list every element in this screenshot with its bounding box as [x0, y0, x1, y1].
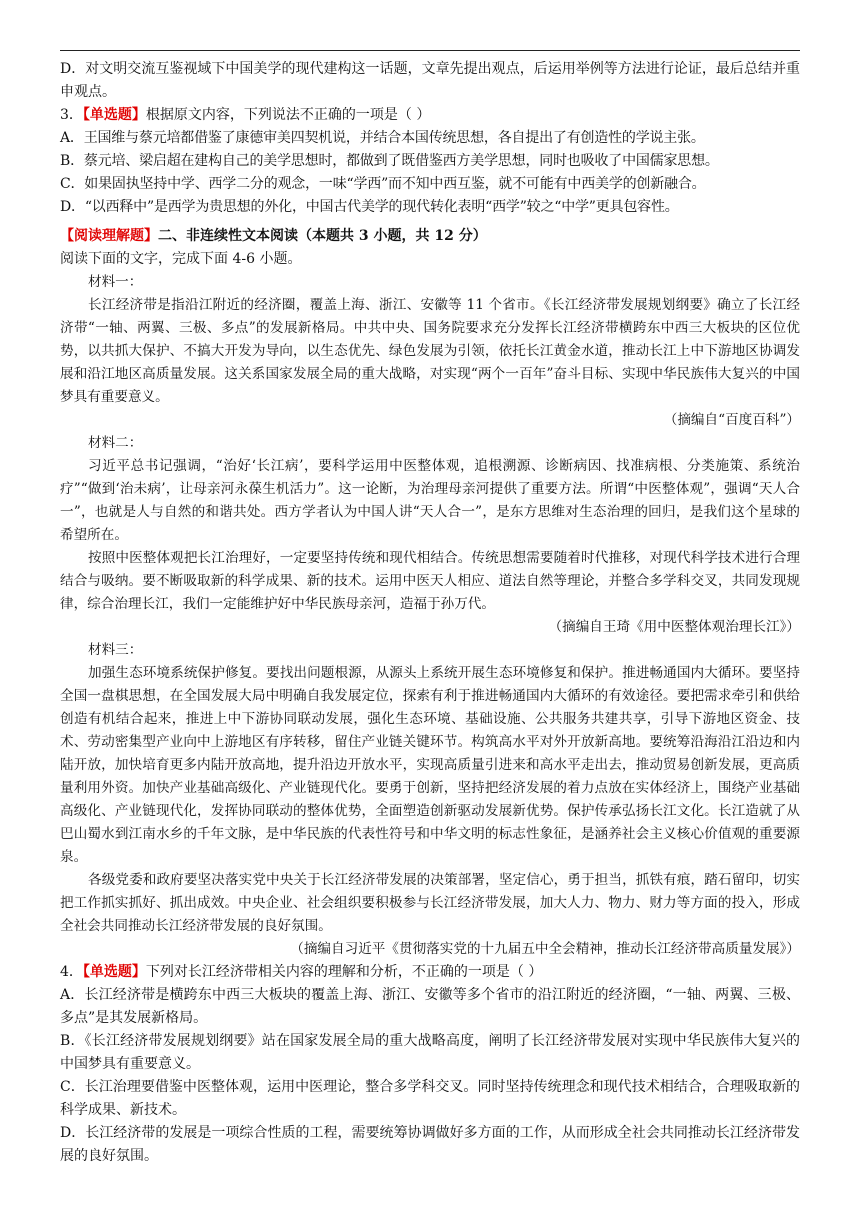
- material2-paragraph-2: 按照中医整体观把长江治理好，一定要坚持传统和现代相结合。传统思想需要随着时代推移，对现代科学技术进行合理结合与吸纳。要不断吸取新的科学成果、新的技术。运用中医天人相应、道法自然等理论，并整合多学科交叉，共同发现规律，综合治理长江，我们一定能维护好中华民族母亲河，造福于孙万代。: [60, 550, 800, 612]
- q4-number: 4．: [60, 964, 83, 980]
- material1-label: 材料一：: [88, 274, 143, 290]
- section2-title: 二、非连续性文本阅读（本题共 3 小题，共 12 分）: [158, 228, 487, 244]
- material1-source: （摘编自“百度百科”）: [663, 412, 800, 428]
- q3-option-a: A．王国维与蔡元培都借鉴了康德审美四契机说，并结合本国传统思想，各自提出了有创造性的学说主张。: [60, 130, 705, 146]
- q3-option-b: B．蔡元培、梁启超在建构自己的美学思想时，都做到了既借鉴西方美学思想，同时也吸收了中国儒家思想。: [60, 153, 719, 169]
- q3-stem: 根据原文内容，下列说法不正确的一项是（ ）: [145, 107, 431, 123]
- q4-tag: 【单选题】: [82, 964, 146, 980]
- q4-stem: 下列对长江经济带相关内容的理解和分析，不正确的一项是（ ）: [145, 964, 543, 980]
- q4-option-a: A．长江经济带是横跨东中西三大板块的覆盖上海、浙江、安徽等多个省市的沿江附近的经济圈，“一轴、两翼、三极、多点”是其发展新格局。: [60, 987, 800, 1026]
- q4-option-c: C．长江治理要借鉴中医整体观，运用中医理论，整合多学科交叉。同时坚持传统理念和现代技术相结合，合理吸取新的科学成果、新技术。: [60, 1079, 800, 1118]
- q3-stem-line: [60, 104, 800, 127]
- q4-stem-line: [60, 961, 800, 984]
- material3-paragraph-1: 加强生态环境系统保护修复。要找出问题根源，从源头上系统开展生态环境修复和保护。推进畅通国内大循环。要坚持全国一盘棋思想，在全国发展大局中明确自我发展定位，探索有利于推进畅通国内大循环的有效途径。要把需求牵引和供给创造有机结合起来，推进上中下游协同联动发展，强化生态环境、基础设施、公共服务共建共享，引导下游地区资金、技术、劳动密集型产业向中上游地区有序转移，留住产业链关键环节。构筑高水平对外开放新高地。要统筹沿海沿江沿边和内陆开放，加快培育更多内陆开放高地，提升沿边开放水平，实现高质量引进来和高水平走出去，推动贸易创新发展，更高质量利用外资。加快产业基础高级化、产业链现代化。要勇于创新，坚持把经济发展的着力点放在实体经济上，围绕产业基础高级化、产业链现代化，发挥协同联动的整体优势，全面塑造创新驱动发展新优势。保护传承弘扬长江文化。长江造就了从巴山蜀水到江南水乡的千年文脉，是中华民族的代表性符号和中华文明的标志性象征，是涵养社会主义核心价值观的重要源泉。: [60, 665, 800, 865]
- q3-number: 3．: [60, 107, 83, 123]
- q3-option-c: C．如果固执坚持中学、西学二分的观念，一味“学西”而不知中西互鉴，就不可能有中西美学的创新融合。: [60, 176, 706, 192]
- q3-tag: 【单选题】: [82, 107, 146, 123]
- material3-label: 材料三：: [88, 642, 143, 658]
- material3-source: （摘编自习近平《贯彻落实党的十九届五中全会精神，推动长江经济带高质量发展》）: [290, 941, 800, 957]
- header-rule: [60, 50, 800, 51]
- material3-paragraph-2: 各级党委和政府要坚决落实党中央关于长江经济带发展的决策部署，坚定信心，勇于担当，抓铁有痕，踏石留印，切实把工作抓实抓好、抓出成效。中央企业、社会组织要积极参与长江经济带发展，加大人力、物力、财力等方面的投入，形成全社会共同推动长江经济带发展的良好氛围。: [60, 872, 800, 934]
- material2-label: 材料二：: [88, 435, 143, 451]
- q2-option-d: D．对文明交流互鉴视域下中国美学的现代建构这一话题，文章先提出观点，后运用举例等方法进行论证，最后总结并重申观点。: [60, 61, 800, 100]
- page-content: [60, 58, 800, 1168]
- section2-instruction: 阅读下面的文字，完成下面 4-6 小题。: [60, 251, 302, 267]
- section2-tag: 【阅读理解题】: [60, 228, 158, 244]
- material2-paragraph-1: 习近平总书记强调，“治好‘长江病’，要科学运用中医整体观，追根溯源、诊断病因、找准病根、分类施策、系统治疗”“做到‘治未病’，让母亲河永葆生机活力”。这一论断，为治理母亲河提供了重要方法。所谓“中医整体观”，强调“天人合一”，也就是人与自然的和谐共处。西方学者认为中国人讲“天人合一”，是东方思维对生态治理的回归，是我们这个星球的希望所在。: [60, 458, 800, 543]
- material1-text: 长江经济带是指沿江附近的经济圈，覆盖上海、浙江、安徽等 11 个省市。《长江经济带发展规划纲要》确立了长江经济带“一轴、两翼、三极、多点”的发展新格局。中共中央、国务院要求充分发挥长江经济带横跨东中西三大板块的区位优势，以共抓大保护、不搞大开发为导向，以生态优先、绿色发展为引领，依托长江黄金水道，推动长江上中下游地区协调发展和沿江地区高质量发展。这关系国家发展全局的重大战略，对实现“两个一百年”奋斗目标、实现中华民族伟大复兴的中国梦具有重要意义。: [60, 297, 800, 405]
- q4-option-b: B．《长江经济带发展规划纲要》站在国家发展全局的重大战略高度，阐明了长江经济带发展对实现中华民族伟大复兴的中国梦具有重要意义。: [60, 1033, 800, 1072]
- material2-source: （摘编自王琦《用中医整体观治理长江》）: [548, 619, 800, 635]
- q3-option-d: D．“以西释中”是西学为贵思想的外化，中国古代美学的现代转化表明“西学”较之“中学”更具包容性。: [60, 199, 679, 215]
- q4-option-d: D．长江经济带的发展是一项综合性质的工程，需要统筹协调做好多方面的工作，从而形成全社会共同推动长江经济带发展的良好氛围。: [60, 1125, 800, 1164]
- section2-heading: [60, 225, 800, 248]
